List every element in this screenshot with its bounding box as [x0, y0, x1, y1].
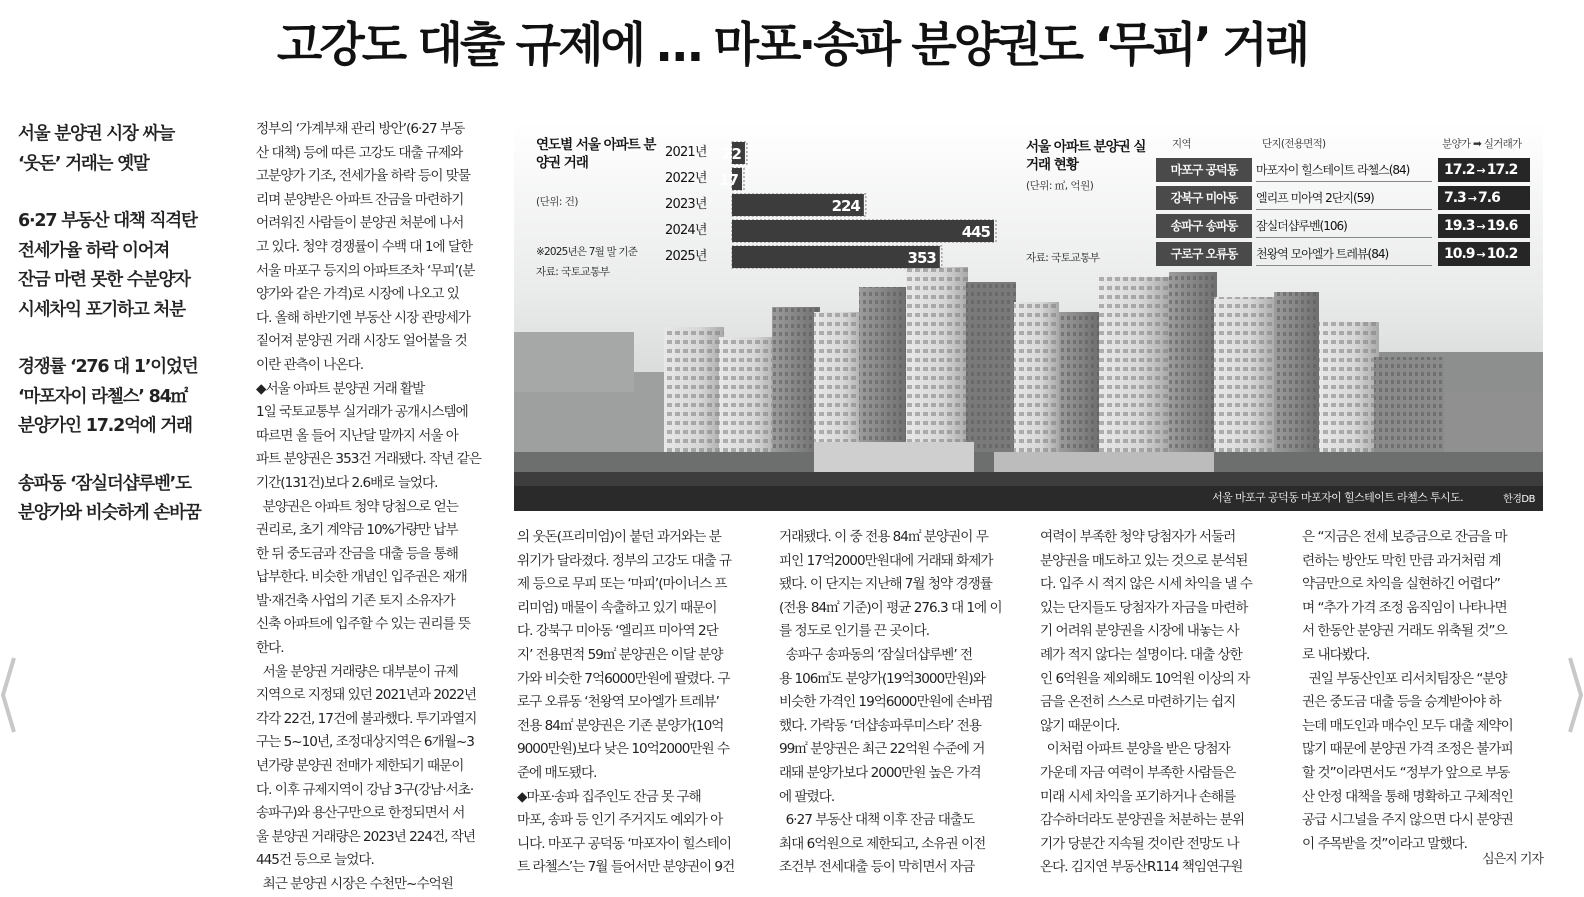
bar-category-label: 2025년: [665, 249, 707, 264]
article-line: 래돼 분양가보다 2000만원 높은 가격: [779, 764, 981, 781]
article-line: 양가와 같은 가격)로 시장에 나오고 있: [256, 286, 459, 303]
article-line: 미래 시세 차익을 포기하거나 손해를: [1040, 788, 1236, 805]
article-line: 온다. 김지연 부동산R114 책임연구원: [1040, 859, 1243, 876]
article-line: 로구 오류동 ‘천왕역 모아엘가 트레뷰’: [517, 694, 719, 711]
bar-value-label: 353: [907, 249, 936, 267]
article-column-1: [256, 118, 498, 892]
article-line: 고 있다. 청약 경쟁률이 수백 대 1에 달한: [256, 238, 473, 255]
article-line: 송파구)와 용산구만으로 한정되면서 서: [256, 805, 465, 822]
bar: [732, 220, 994, 242]
article-line: 지역으로 지정돼 있던 2021년과 2022년: [256, 687, 477, 704]
bar-value-label: 17: [719, 171, 739, 189]
price-table: [1022, 134, 1532, 284]
subhead-line: 송파동 ‘잠실더샵루벤’도: [18, 473, 191, 494]
article-line: 최근 분양권 시장은 수천만~수억원: [256, 876, 453, 892]
article-line: 됐다. 이 단지는 지난해 7월 청약 경쟁률: [779, 576, 992, 593]
bar-value-label: 445: [961, 223, 990, 241]
article-column-5: [1302, 526, 1546, 872]
table-cell-region: 마포구 공덕동: [1156, 158, 1252, 182]
article-line: 리미엄) 매물이 속출하고 있기 때문이: [517, 599, 717, 616]
subhead-line: 서울 분양권 시장 싸늘: [18, 124, 175, 144]
table-cell-complex: 잠실더샵루벤(106): [1256, 214, 1432, 238]
article-line: 용 106㎡도 분양가(19억3000만원)와: [779, 670, 985, 687]
subhead-4: [18, 470, 228, 529]
presale-price: 17.2: [1444, 162, 1475, 178]
article-line: 마포, 송파 등 인기 주거지도 예외가 아: [517, 812, 723, 829]
transactions-bar-chart: [532, 134, 1002, 284]
subhead-line: 분양가인 17.2억에 거래: [18, 416, 192, 436]
article-line: 다. 강북구 미아동 ‘엘리프 미아역 2단: [517, 623, 718, 640]
article-line: 조건부 전세대출 등이 막히면서 자금: [779, 859, 975, 876]
table-cell-complex: 마포자이 힐스테이트 라첼스(84): [1256, 158, 1432, 182]
bar-category-label: 2023년: [665, 197, 707, 212]
table-cell-complex: 천왕역 모아엘가 트레뷰(84): [1256, 242, 1432, 266]
article-line: 한다.: [256, 640, 284, 657]
article-line: 인 6억원을 제외해도 10억원 이상의 자: [1040, 670, 1250, 687]
table-row: [1156, 214, 1532, 238]
article-line: 정부의 ‘가계부채 관리 방안’(6·27 부동: [256, 121, 465, 137]
article-line: 니다. 마포구 공덕동 ‘마포자이 힐스테이: [517, 835, 732, 852]
article-line: 다. 올해 하반기엔 부동산 시장 관망세가: [256, 309, 471, 326]
arrow-right-icon: →: [1476, 248, 1485, 261]
article-line: 산 안정 대책을 통해 명확하고 구체적인: [1302, 788, 1513, 805]
article-line: 트 라첼스’는 7월 들어서만 분양권이 9건: [517, 859, 735, 876]
article-line: 준에 매도됐다.: [517, 764, 597, 781]
table-header-presale: 분양가: [1442, 138, 1471, 150]
article-line: 가와 비슷한 7억6000만원에 팔렸다. 구: [517, 670, 730, 687]
article-line: ◆서울 아파트 분양권 거래 활발: [256, 380, 425, 397]
bar-chart-plot: [532, 134, 1002, 284]
article-line: 에 팔렸다.: [779, 788, 835, 805]
bar-category-label: 2024년: [665, 223, 707, 238]
article-line: 99㎡ 분양권은 최근 22억원 수준에 거: [779, 741, 985, 758]
article-line: 권일 부동산인포 리서치팀장은 “분양: [1302, 670, 1507, 687]
article-line: 은 “지금은 전세 보증금으로 잔금을 마: [1302, 529, 1507, 545]
article-line: (전용 84㎡ 기준)이 평균 276.3 대 1에 이: [779, 599, 1002, 616]
table-cell-price: [1438, 186, 1530, 210]
article-column-2: [517, 526, 761, 876]
article-line: 울 분양권 거래량은 2023년 224건, 작년: [256, 828, 476, 845]
article-line: 로 내다봤다.: [1302, 646, 1370, 663]
presale-price: 7.3: [1444, 190, 1466, 206]
subhead-1: [18, 120, 228, 179]
article-line: 짙어져 분양권 거래 시장도 얼어붙을 것: [256, 333, 467, 350]
table-header-region: 지역: [1172, 138, 1191, 150]
table-cell-region: 구로구 오류동: [1156, 242, 1252, 266]
article-line: 기가 당분간 지속될 것이란 전망도 나: [1040, 835, 1239, 852]
article-line: 다. 입주 시 적지 않은 시세 차익을 낼 수: [1040, 576, 1252, 593]
article-line: 서울 분양권 거래량은 대부분이 규제: [256, 663, 458, 680]
article-line: 는데 매도인과 매수인 모두 대출 제약이: [1302, 717, 1513, 734]
table-row: [1156, 158, 1532, 182]
chart-note: ※2025년은 7월 말 기준: [536, 246, 638, 258]
article-column-3: [779, 526, 1023, 876]
article-line: 445건 등으로 늘었다.: [256, 852, 374, 869]
chart-title: 연도별 서울 아파트 분양권 거래: [536, 137, 656, 171]
article-line: 각각 22건, 17건에 불과했다. 투기과열지: [256, 710, 477, 727]
article-line: 있는 단지들도 당첨자가 자금을 마련하: [1040, 599, 1248, 616]
byline: 심은지 기자: [1482, 852, 1543, 867]
article-line: 9000만원)보다 낮은 10억2000만원 수: [517, 741, 730, 758]
table-cell-region: 강북구 미아동: [1156, 186, 1252, 210]
article-line: 했다. 가락동 ‘더샵송파루미스타’ 전용: [779, 717, 981, 734]
presale-price: 10.9: [1444, 246, 1475, 262]
article-line: 산 대책) 등에 따른 고강도 대출 규제와: [256, 144, 463, 161]
actual-price: 7.6: [1478, 190, 1500, 206]
subheads: [18, 120, 228, 557]
bar-category-label: 2021년: [665, 145, 707, 160]
article-line: 비슷한 가격인 19억6000만원에 손바뀜: [779, 694, 993, 711]
table-cell-price: [1438, 158, 1530, 182]
article-line: 고분양가 기조, 전세가율 하락 등이 맞물: [256, 168, 471, 185]
subhead-line: 잔금 마련 못한 수분양자: [18, 270, 190, 290]
actual-price: 10.2: [1486, 246, 1518, 262]
article-line: 6·27 부동산 대책 이후 잔금 대출도: [779, 812, 975, 829]
table-source: 자료: 국토교통부: [1026, 252, 1100, 264]
prev-page-chevron-icon[interactable]: [0, 654, 16, 736]
article-column-4: [1040, 526, 1284, 876]
article-line: 기간(131건)보다 2.6배로 늘었다.: [256, 474, 438, 491]
arrow-right-icon: →: [1467, 192, 1477, 205]
table-header-price: [1442, 136, 1522, 151]
subhead-line: ‘웃돈’ 거래는 옛말: [18, 153, 149, 174]
article-line: 않기 때문이다.: [1040, 717, 1120, 734]
article-line: 공급 시그널을 주지 않으면 다시 분양권: [1302, 812, 1513, 829]
arrow-right-icon: ➡: [1470, 138, 1484, 150]
table-header-actual: 실거래가: [1483, 138, 1522, 150]
article-line: 금을 온전히 스스로 마련하기는 쉽지: [1040, 694, 1236, 711]
subhead-2: [18, 207, 228, 325]
article-line: 이처럼 아파트 분양을 받은 당첨자: [1040, 741, 1230, 758]
article-line: 피인 17억2000만원대에 거래돼 화제가: [779, 552, 993, 569]
table-title: 서울 아파트 분양권 실거래 현황: [1026, 139, 1146, 173]
article-line: 례가 적지 않다는 설명이다. 대출 상한: [1040, 646, 1242, 663]
article-line: 신축 아파트에 입주할 수 있는 권리를 뜻: [256, 616, 471, 633]
article-line: 분양권은 아파트 청약 당첨으로 얻는: [256, 498, 458, 515]
table-cell-complex: 엘리프 미아역 2단지(59): [1256, 186, 1432, 210]
subhead-line: 시세차익 포기하고 처분: [18, 299, 185, 320]
article-line: 의 웃돈(프리미엄)이 붙던 과거와는 분: [517, 529, 721, 545]
article-line: 감수하더라도 분양권을 처분하는 분위: [1040, 812, 1245, 829]
subhead-line: 분양가와 비슷하게 손바꿈: [18, 503, 201, 523]
table-unit: (단위: ㎡, 억원): [1026, 180, 1094, 192]
article-line: 분양권을 매도하고 있는 것으로 분석된: [1040, 552, 1248, 569]
article-line: 한 뒤 중도금과 잔금을 대출 등을 통해: [256, 545, 458, 562]
article-line: 거래됐다. 이 중 전용 84㎡ 분양권이 무: [779, 529, 988, 545]
chart-source: 자료: 국토교통부: [536, 266, 610, 278]
actual-price: 17.2: [1486, 162, 1518, 178]
article-line: 지’ 전용면적 59㎡ 분양권은 이달 분양: [517, 646, 723, 663]
article-line: 최대 6억원으로 제한되고, 소유권 이전: [779, 835, 986, 852]
article-line: 리며 분양받은 아파트 잔금을 마련하기: [256, 191, 464, 208]
article-line: 약금만으로 차익을 실현하긴 어렵다”: [1302, 576, 1500, 593]
article-line: 송파구 송파동의 ‘잠실더샵루벤’ 전: [779, 646, 973, 663]
subhead-line: 6·27 부동산 대책 직격탄: [18, 211, 197, 231]
headline: 고강도 대출 규제에 … 마포·송파 분양권도 ‘무피’ 거래: [276, 18, 1308, 73]
article-line: 발·재건축 사업의 기존 토지 소유자가: [256, 592, 455, 609]
bar-value-label: 224: [831, 197, 860, 215]
article-line: 이 주목받을 것”이라고 말했다.: [1302, 835, 1467, 852]
article-line: 며 “추가 가격 조정 움직임이 나타나면: [1302, 599, 1507, 616]
article-line: 권은 중도금 대출 등을 승계받아야 하: [1302, 694, 1501, 711]
table-cell-price: [1438, 214, 1530, 238]
article-line: 가운데 자금 여력이 부족한 사람들은: [1040, 764, 1236, 781]
arrow-right-icon: →: [1476, 220, 1485, 233]
table-row: [1156, 186, 1532, 210]
article-line: 년가량 분양권 전매가 제한되기 때문이: [256, 758, 464, 775]
article-line: 따르면 올 들어 지난달 말까지 서울 아: [256, 427, 458, 444]
table-cell-region: 송파구 송파동: [1156, 214, 1252, 238]
arrow-right-icon: →: [1476, 164, 1485, 177]
article-line: 서 한동안 분양권 거래도 위축될 것”으: [1302, 623, 1507, 640]
article-line: 위기가 달라졌다. 정부의 고강도 대출 규: [517, 552, 732, 569]
bar-value-label: 22: [722, 145, 741, 163]
bar-category-label: 2022년: [665, 171, 707, 186]
article-line: 련하는 방안도 막힌 만큼 과거처럼 계: [1302, 552, 1501, 569]
article-line: 많기 때문에 분양권 가격 조정은 불가피: [1302, 741, 1513, 758]
article-line: 권리로, 초기 계약금 10%가량만 납부: [256, 522, 458, 539]
article-line: 할 것”이라면서도 “정부가 앞으로 부동: [1302, 764, 1510, 781]
chart-unit: (단위: 건): [536, 196, 578, 208]
infographic-figure: [514, 122, 1543, 511]
actual-price: 19.6: [1486, 218, 1518, 234]
article-line: 여력이 부족한 청약 당첨자가 서둘러: [1040, 529, 1236, 545]
article-line: 서울 마포구 등지의 아파트조차 ‘무피’(분: [256, 262, 475, 279]
subhead-line: 경쟁률 ‘276 대 1’이었던: [18, 357, 198, 377]
article-line: 어려워진 사람들이 분양권 처분에 나서: [256, 215, 464, 232]
subhead-line: 전세가율 하락 이어져: [18, 240, 170, 261]
subhead-3: [18, 353, 228, 442]
article-line: ◆마포·송파 집주인도 잔금 못 구해: [517, 788, 701, 805]
article-line: 기 어려워 분양권을 시장에 내놓는 사: [1040, 623, 1239, 640]
table-cell-price: [1438, 242, 1530, 266]
next-page-chevron-icon[interactable]: [1568, 654, 1584, 736]
article-line: 파트 분양권은 353건 거래됐다. 작년 같은: [256, 451, 481, 468]
article-line: 제 등으로 무피 또는 ‘마피’(마이너스 프: [517, 576, 727, 593]
article-line: 다. 이후 규제지역이 강남 3구(강남·서초·: [256, 781, 474, 798]
table-row: [1156, 242, 1532, 266]
subhead-line: ‘마포자이 라첼스’ 84㎡: [18, 386, 187, 407]
photo-caption: 서울 마포구 공덕동 마포자이 힐스테이트 라첼스 투시도.: [1212, 491, 1463, 504]
presale-price: 19.3: [1444, 218, 1475, 234]
article-line: 를 정도로 인기를 끈 곳이다.: [779, 623, 930, 640]
article-line: 구는 5~10년, 조정대상지역은 6개월~3: [256, 734, 474, 751]
table-header-complex: 단지(전용면적): [1262, 138, 1326, 150]
article-line: 납부한다. 비슷한 개념인 입주권은 재개: [256, 569, 467, 586]
article-line: 전용 84㎡ 분양권은 기존 분양가(10억: [517, 717, 724, 734]
article-line: 이란 관측이 나온다.: [256, 356, 364, 373]
article-line: 1일 국토교통부 실거래가 공개시스템에: [256, 404, 468, 421]
photo-credit: 한경DB: [1503, 494, 1535, 505]
